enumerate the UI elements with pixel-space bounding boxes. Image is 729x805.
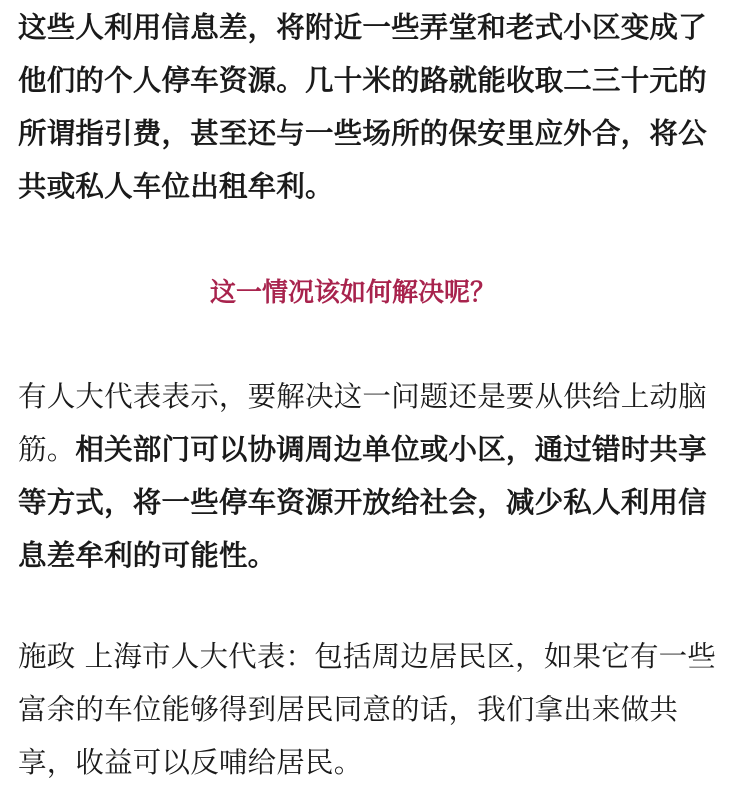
paragraph-deputy-opinion-normal: 有人大代表表示，要解决这一问题还是要从供给上动脑筋。 — [18, 380, 707, 466]
paragraph-deputy-opinion — [18, 370, 718, 582]
article-body — [18, 0, 718, 789]
paragraph-quote: 施政 上海市人大代表：包括周边居民区，如果它有一些富余的车位能够得到居民同意的话，我们拿出来做共享，收益可以反哺给居民。 — [18, 640, 717, 779]
section-heading: 这一情况该如何解决呢？ — [209, 278, 496, 308]
paragraph-scalpers: 这些人利用信息差，将附近一些弄堂和老式小区变成了他们的个人停车资源。几十米的路就能收取二三十元的所谓指引费，甚至还与一些场所的保安里应外合，将公共或私人车位出租牟利。 — [18, 11, 707, 203]
paragraph-deputy-opinion-bold: 相关部门可以协调周边单位或小区，通过错时共享等方式，将一些停车资源开放给社会，减少私人利用信息差牟利的可能性。 — [18, 433, 707, 572]
